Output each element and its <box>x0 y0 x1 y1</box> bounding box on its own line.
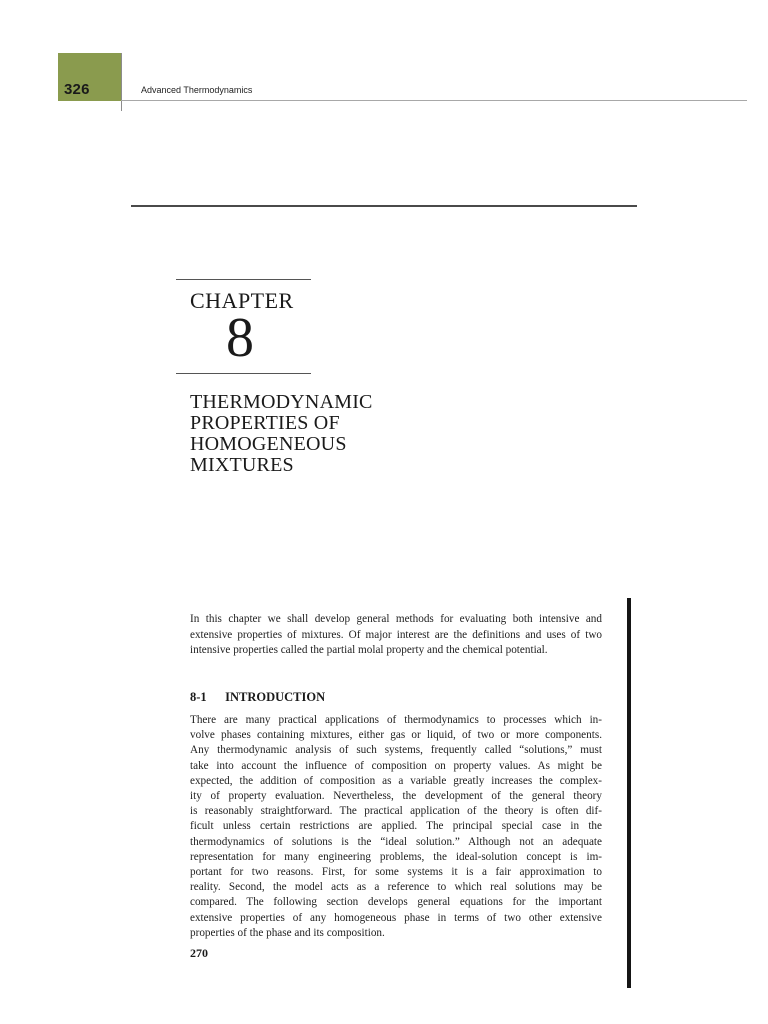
chapter-title-line: HOMOGENEOUS <box>190 433 347 455</box>
body-line: There are many practical applications of thermodynamics to processes which in- <box>190 714 602 726</box>
chapter-title-line: MIXTURES <box>190 454 294 476</box>
body-line: reality. Second, the model acts as a reference to which real solutions may be <box>190 881 602 894</box>
body-line: volve phases containing mixtures, either gas or liquid, of two or more components. <box>190 729 602 742</box>
chapter-title <box>190 392 450 476</box>
body-line: ficult unless certain restrictions are applied. The principal special case in the <box>190 820 602 833</box>
body-line: portant for two reasons. First, for some systems it is a fair approximation to <box>190 866 602 879</box>
scan-top-rule <box>131 205 637 207</box>
page-number-badge <box>58 53 122 101</box>
header-rule <box>121 100 747 101</box>
chapter-rule-bottom <box>176 373 311 374</box>
chapter-number: 8 <box>226 307 254 369</box>
body-line: expected, the addition of composition as a variable greatly increases the complex- <box>190 774 602 787</box>
book-title: Advanced Thermodynamics <box>141 85 253 95</box>
intro-paragraph: In this chapter we shall develop general methods for evaluating both intensive and extensive properties of mixtures. Of major interest are the definitions and uses of two intensive properties called the partial molal property and the chemical potential. <box>190 613 602 657</box>
chapter-title-line: THERMODYNAMIC <box>190 391 373 413</box>
body-line: compared. The following section develops general equations for the important <box>190 896 602 909</box>
page-number: 326 <box>64 81 90 98</box>
section-heading <box>190 690 325 705</box>
chapter-rule-top <box>176 279 311 280</box>
body-line: Any thermodynamic analysis of such systems, frequently called “solutions,” must <box>190 744 602 757</box>
body-line: thermodynamics of solutions is the “ideal solution.” Although not an adequate <box>190 835 602 848</box>
chapter-label: CHAPTER <box>190 288 294 313</box>
chapter-title-line: PROPERTIES OF <box>190 412 340 434</box>
header-divider <box>121 53 122 111</box>
body-line: extensive properties of any homogeneous phase in terms of two other extensive <box>190 911 602 924</box>
body-line: take into account the influence of composition on property values. As might be <box>190 759 602 772</box>
scan-binding-edge <box>627 598 631 988</box>
section-body <box>190 713 602 941</box>
body-line: properties of the phase and its composition. <box>190 926 385 939</box>
body-line: representation for many engineering problems, the ideal-solution concept is im- <box>190 850 602 863</box>
section-title: INTRODUCTION <box>225 690 326 704</box>
section-number: 8-1 <box>190 690 207 704</box>
body-line: is reasonably straightforward. The practical application of the theory is often dif- <box>190 805 602 818</box>
body-line: ity of property evaluation. Nevertheless, the development of the general theory <box>190 790 602 803</box>
footer-page-number: 270 <box>190 946 208 960</box>
